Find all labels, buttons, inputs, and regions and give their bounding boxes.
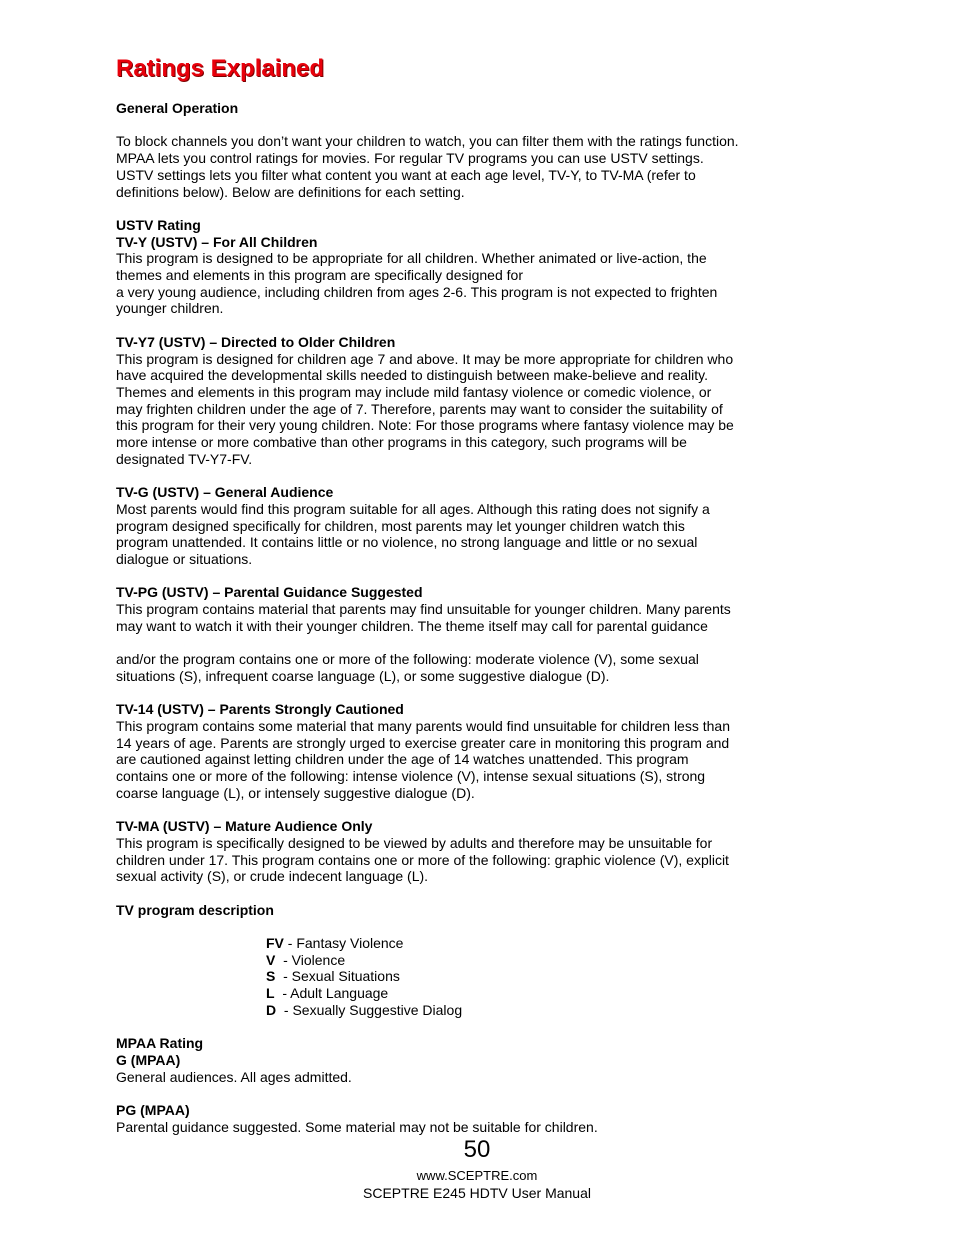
tv-y-text bbox=[116, 250, 776, 317]
list-item bbox=[266, 1002, 776, 1019]
text-line: Most parents would find this program suitable for all ages. Although this rating does not signify a bbox=[116, 500, 710, 517]
code-label: L bbox=[266, 985, 275, 1002]
text-line: This program is specifically designed to be viewed by adults and therefore may be unsuitable for bbox=[116, 834, 713, 851]
text-line: MPAA lets you control ratings for movies. For regular TV programs you can use USTV settings. bbox=[116, 150, 704, 167]
text-line: This program is designed to be appropriate for all children. Whether animated or live-action, the bbox=[116, 250, 707, 267]
pg-mpaa-heading: PG (MPAA) bbox=[116, 1102, 190, 1118]
general-operation-text bbox=[116, 133, 776, 200]
text-line: a very young audience, including children from ages 2-6. This program is not expected to frighten bbox=[116, 283, 718, 300]
ustv-rating-heading: USTV Rating bbox=[116, 216, 201, 233]
tv-g-text bbox=[116, 501, 776, 568]
tv-program-description-heading: TV program description bbox=[116, 901, 274, 918]
page-content bbox=[116, 100, 776, 1135]
g-mpaa-heading: G (MPAA) bbox=[116, 1051, 181, 1068]
tv-14-text bbox=[116, 718, 776, 802]
text-line: This program contains material that parents may find unsuitable for younger children. Many parents bbox=[116, 601, 731, 618]
text-line: contains one or more of the following: intense violence (V), intense sexual situations (S), strong bbox=[116, 768, 706, 785]
tv-14-heading: TV-14 (USTV) – Parents Strongly Cautioned bbox=[116, 701, 404, 718]
text-line: more intense or more combative than other programs in this category, such programs will be bbox=[116, 434, 687, 451]
code-label: FV bbox=[266, 935, 284, 951]
text-line: children under 17. This program contains one or more of the following: graphic violence (V), explicit bbox=[116, 851, 729, 868]
general-operation-heading: General Operation bbox=[116, 100, 239, 116]
text-line: This program contains some material that many parents would find unsuitable for children less than bbox=[116, 717, 730, 734]
code-description: - Sexual Situations bbox=[275, 968, 400, 985]
tv-pg-heading: TV-PG (USTV) – Parental Guidance Suggested bbox=[116, 584, 423, 601]
text-line: To block channels you don’t want your children to watch, you can filter them with the ratings function. bbox=[116, 133, 739, 150]
text-line: this program for their very young children. Note: For those programs where fantasy violence may be bbox=[116, 417, 734, 434]
list-item bbox=[266, 985, 776, 1002]
text-line: are cautioned against letting children under the age of 14 watches unattended. This program bbox=[116, 751, 689, 768]
text-line: Themes and elements in this program may include mild fantasy violence or comedic violence, or bbox=[116, 383, 712, 400]
text-line: coarse language (L), or intensely suggestive dialogue (D). bbox=[116, 784, 475, 801]
tv-ma-heading: TV-MA (USTV) – Mature Audience Only bbox=[116, 818, 373, 835]
text-line: themes and elements in this program are specifically designed for bbox=[116, 267, 523, 283]
text-line: This program is designed for children age 7 and above. It may be more appropriate for children who bbox=[116, 350, 734, 367]
code-description: - Sexually Suggestive Dialog bbox=[276, 1001, 463, 1018]
text-line: situations (S), infrequent coarse language (L), or some suggestive dialogue (D). bbox=[116, 667, 610, 684]
code-description: - Adult Language bbox=[274, 985, 389, 1002]
text-line: may frighten children under the age of 7. Therefore, parents may want to consider the suitability of bbox=[116, 400, 723, 417]
text-line: dialogue or situations. bbox=[116, 550, 253, 567]
tv-y7-text bbox=[116, 351, 776, 468]
text-line: designated TV-Y7-FV. bbox=[116, 450, 253, 467]
text-line: sexual activity (S), or crude indecent language (L). bbox=[116, 868, 429, 885]
g-mpaa-text: General audiences. All ages admitted. bbox=[116, 1068, 352, 1085]
code-label: S bbox=[266, 968, 276, 985]
code-description: - Fantasy Violence bbox=[283, 935, 404, 951]
page-number: 50 bbox=[463, 1136, 491, 1163]
code-label: D bbox=[266, 1001, 277, 1018]
text-line: may want to watch it with their younger children. The theme itself may call for parental guidance bbox=[116, 617, 708, 634]
tv-program-description-list bbox=[116, 935, 776, 1019]
text-line: program unattended. It contains little or no violence, no strong language and little or no sexual bbox=[116, 534, 698, 551]
text-line: younger children. bbox=[116, 300, 224, 317]
tv-y-heading: TV-Y (USTV) – For All Children bbox=[116, 233, 318, 250]
list-item bbox=[266, 952, 776, 969]
code-label: V bbox=[266, 951, 276, 968]
text-line: 14 years of age. Parents are strongly urged to exercise greater care in monitoring this program and bbox=[116, 734, 730, 751]
tv-ma-text bbox=[116, 835, 776, 885]
mpaa-rating-heading: MPAA Rating bbox=[116, 1035, 204, 1052]
list-item bbox=[266, 935, 776, 952]
text-line: USTV settings lets you filter what content you want at each age level, TV-Y, to TV-MA (refer to bbox=[116, 166, 696, 183]
text-line: program designed specifically for children, most parents may let younger children watch this bbox=[116, 517, 685, 534]
code-description: - Violence bbox=[275, 951, 346, 968]
tv-y7-heading: TV-Y7 (USTV) – Directed to Older Children bbox=[116, 333, 396, 350]
tv-pg-text bbox=[116, 601, 776, 685]
text-line: definitions below). Below are definitions for each setting. bbox=[116, 183, 465, 200]
text-line: and/or the program contains one or more of the following: moderate violence (V), some sexual bbox=[116, 651, 699, 668]
tv-g-heading: TV-G (USTV) – General Audience bbox=[116, 484, 334, 501]
pg-mpaa-text: Parental guidance suggested. Some material may not be suitable for children. bbox=[116, 1118, 598, 1135]
page-title: Ratings Explained bbox=[116, 55, 325, 82]
footer-manual-title: SCEPTRE E245 HDTV User Manual bbox=[363, 1185, 591, 1201]
text-line: have acquired the developmental skills needed to distinguish between make-believe and reality. bbox=[116, 367, 708, 384]
footer-url: www.SCEPTRE.com bbox=[416, 1168, 538, 1183]
list-item bbox=[266, 968, 776, 985]
